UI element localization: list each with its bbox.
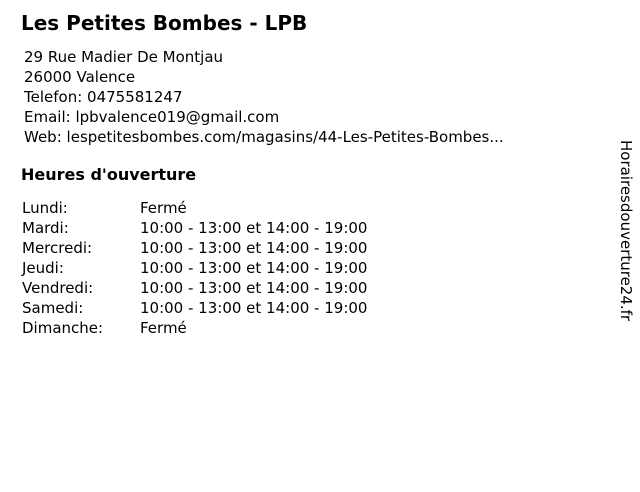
hours-row-jeudi bbox=[22, 258, 640, 278]
web-value: lespetitesbombes.com/magasins/44-Les-Petites-Bombes... bbox=[66, 128, 504, 146]
page-title: Les Petites Bombes - LPB bbox=[21, 11, 308, 35]
day-hours: 10:00 - 13:00 et 14:00 - 19:00 bbox=[140, 239, 368, 257]
email-line bbox=[24, 107, 640, 127]
address-city: 26000 Valence bbox=[24, 68, 136, 86]
day-hours: 10:00 - 13:00 et 14:00 - 19:00 bbox=[140, 259, 368, 277]
day-label: Mardi: bbox=[22, 219, 69, 237]
phone-value: 0475581247 bbox=[87, 88, 183, 106]
day-label: Mercredi: bbox=[22, 239, 93, 257]
email-label: Email: bbox=[24, 108, 71, 126]
hours-heading: Heures d'ouverture bbox=[21, 165, 197, 184]
hours-table bbox=[22, 198, 640, 338]
web-line bbox=[24, 127, 640, 147]
hours-row-mercredi bbox=[22, 238, 640, 258]
email-value: lpbvalence019@gmail.com bbox=[75, 108, 280, 126]
watermark-vertical-text: Horairesdouverture24.fr bbox=[617, 140, 635, 322]
hours-row-lundi bbox=[22, 198, 640, 218]
day-hours: 10:00 - 13:00 et 14:00 - 19:00 bbox=[140, 299, 368, 317]
day-label: Vendredi: bbox=[22, 279, 94, 297]
day-hours: Fermé bbox=[140, 319, 187, 337]
phone-label: Telefon: bbox=[24, 88, 83, 106]
hours-row-dimanche bbox=[22, 318, 640, 338]
day-label: Jeudi: bbox=[22, 259, 64, 277]
contact-block bbox=[24, 47, 640, 147]
day-label: Samedi: bbox=[22, 299, 84, 317]
day-hours: 10:00 - 13:00 et 14:00 - 19:00 bbox=[140, 279, 368, 297]
address-street: 29 Rue Madier De Montjau bbox=[24, 48, 224, 66]
phone-line bbox=[24, 87, 640, 107]
hours-row-vendredi bbox=[22, 278, 640, 298]
day-label: Lundi: bbox=[22, 199, 68, 217]
hours-row-samedi bbox=[22, 298, 640, 318]
day-hours: Fermé bbox=[140, 199, 187, 217]
web-label: Web: bbox=[24, 128, 62, 146]
day-label: Dimanche: bbox=[22, 319, 104, 337]
day-hours: 10:00 - 13:00 et 14:00 - 19:00 bbox=[140, 219, 368, 237]
hours-row-mardi bbox=[22, 218, 640, 238]
